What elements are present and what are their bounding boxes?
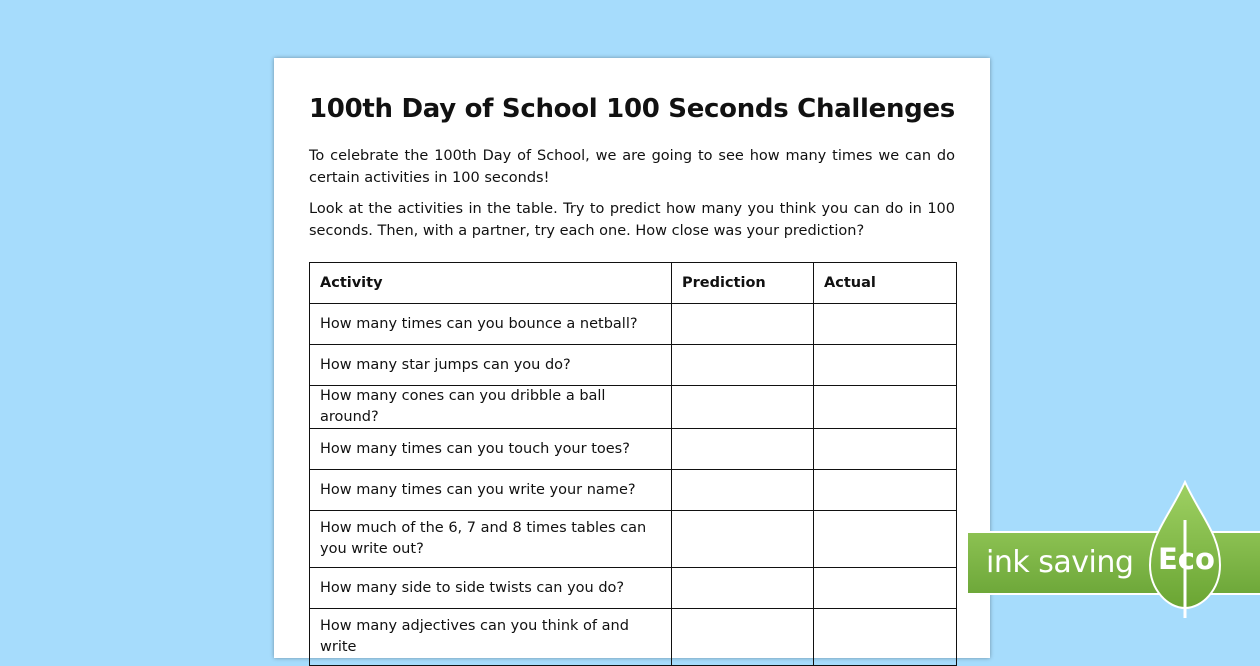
prediction-cell [672, 304, 814, 345]
actual-cell [814, 511, 957, 568]
header-actual: Actual [814, 263, 957, 304]
activity-cell: How many star jumps can you do? [310, 345, 672, 386]
activity-cell: How many adjectives can you think of and write [310, 609, 672, 666]
actual-cell [814, 609, 957, 666]
table-row [310, 568, 957, 609]
intro-paragraph-2: Look at the activities in the table. Try to predict how many you think you can do in 100 seconds. Then, with a partner, try each one. How close was your prediction? [309, 201, 955, 239]
table-row [310, 511, 957, 568]
table-row [310, 386, 957, 429]
prediction-cell [672, 345, 814, 386]
table-row [310, 470, 957, 511]
header-activity: Activity [310, 263, 672, 304]
intro-paragraph-1: To celebrate the 100th Day of School, we are going to see how many times we can do certain activities in 100 seconds! [309, 148, 955, 186]
ink-saving-label: ink saving [986, 545, 1134, 580]
prediction-cell [672, 386, 814, 429]
prediction-cell [672, 511, 814, 568]
table-row [310, 429, 957, 470]
activities-table [309, 262, 957, 666]
table-row [310, 345, 957, 386]
activity-cell: How much of the 6, 7 and 8 times tables can you write out? [310, 511, 672, 568]
actual-cell [814, 470, 957, 511]
activity-cell: How many times can you bounce a netball? [310, 304, 672, 345]
prediction-cell [672, 609, 814, 666]
prediction-cell [672, 429, 814, 470]
actual-cell [814, 386, 957, 429]
eco-label: Eco [1158, 542, 1215, 576]
prediction-cell [672, 568, 814, 609]
actual-cell [814, 304, 957, 345]
table-row [310, 304, 957, 345]
worksheet-page [274, 58, 990, 658]
table-header-row [310, 263, 957, 304]
header-prediction: Prediction [672, 263, 814, 304]
worksheet-title: 100th Day of School 100 Seconds Challenges [309, 94, 955, 124]
actual-cell [814, 345, 957, 386]
activity-cell: How many cones can you dribble a ball around? [310, 386, 672, 429]
actual-cell [814, 568, 957, 609]
activity-cell: How many side to side twists can you do? [310, 568, 672, 609]
table-row [310, 609, 957, 666]
prediction-cell [672, 470, 814, 511]
activity-cell: How many times can you write your name? [310, 470, 672, 511]
activity-cell: How many times can you touch your toes? [310, 429, 672, 470]
actual-cell [814, 429, 957, 470]
